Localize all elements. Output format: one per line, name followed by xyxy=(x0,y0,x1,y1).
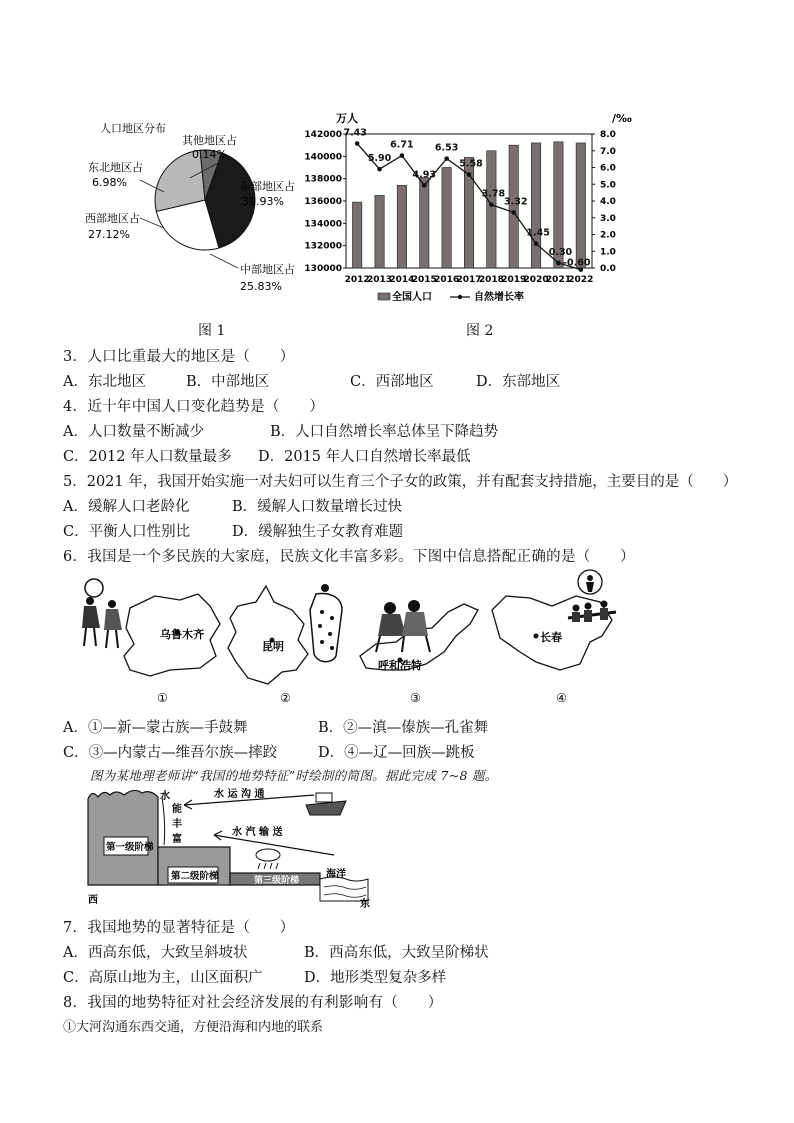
map-2-city: 昆明 xyxy=(262,640,284,653)
q3-option-a: A．东北地区 xyxy=(63,374,146,390)
q7-option-b: B．西高东低，大致呈阶梯状 xyxy=(304,945,489,961)
q4-stem: 4．近十年中国人口变化趋势是（ ） xyxy=(63,399,325,415)
x-tick-label: 2019 xyxy=(501,275,527,285)
y2-tick-label: 7.0 xyxy=(600,146,616,157)
map-4-number: ④ xyxy=(556,691,567,705)
rate-point xyxy=(400,153,405,158)
label-west-name: 西部地区占 xyxy=(85,212,140,225)
figure-1-pie-chart xyxy=(80,100,310,300)
q4-option-c: C．2012 年人口数量最多 xyxy=(63,449,232,465)
map-3-inner-mongolia xyxy=(360,600,478,705)
y-tick-label: 130000 xyxy=(304,264,342,274)
population-bar xyxy=(531,143,540,268)
label-west-value: 27.12% xyxy=(88,228,130,241)
rate-data-label: 6.53 xyxy=(434,142,459,154)
map-1-city: 乌鲁木齐 xyxy=(160,628,204,641)
water-transport-label: 水 运 沟 通 xyxy=(214,789,265,800)
rate-point xyxy=(489,202,494,207)
y-tick-label: 138000 xyxy=(304,174,342,185)
q7-option-c: C．高原山地为主，山区面积广 xyxy=(63,970,263,986)
x-tick-label: 2015 xyxy=(411,275,437,285)
q6-stem: 6．我国是一个多民族的大家庭，民族文化丰富多彩。下图中信息搭配正确的是（ ） xyxy=(63,549,635,565)
q4-option-d: D．2015 年人口自然增长率最低 xyxy=(258,449,471,465)
y-tick-label: 142000 xyxy=(304,130,342,140)
population-bar xyxy=(375,195,384,268)
q7-option-d: D．地形类型复杂多样 xyxy=(304,970,447,986)
pie-slices xyxy=(155,150,255,250)
rate-data-label: 6.71 xyxy=(390,139,414,151)
q5-option-c: C．平衡人口性别比 xyxy=(63,524,191,540)
rate-data-label: 5.90 xyxy=(367,153,392,165)
q5-option-b: B．缓解人口数量增长过快 xyxy=(232,499,403,515)
x-tick-label: 2020 xyxy=(523,275,549,285)
q3-option-c: C．西部地区 xyxy=(350,374,434,390)
label-central-value: 25.83% xyxy=(240,280,282,293)
legend-rate-label: 自然增长率 xyxy=(474,292,524,303)
figure-2-caption: 图 2 xyxy=(466,323,494,339)
label-ne-name: 东北地区占 xyxy=(88,161,143,174)
y-tick-label: 136000 xyxy=(304,197,342,207)
y2-tick-label: 6.0 xyxy=(600,163,616,174)
map-4-city: 长春 xyxy=(540,631,562,644)
y2-tick-label: 1.0 xyxy=(600,247,616,258)
map-4-jilin xyxy=(492,570,616,705)
figure-1-caption: 图 1 xyxy=(198,323,226,339)
y-tick-label: 132000 xyxy=(304,241,342,252)
rate-data-label: 3.78 xyxy=(481,188,506,200)
water-energy-2: 能 xyxy=(172,804,182,815)
y-tick-label: 134000 xyxy=(304,219,342,230)
rate-data-label: 1.45 xyxy=(526,227,550,239)
y-tick-label: 140000 xyxy=(304,152,342,163)
q8-statement-1: ①大河沟通东西交通，方便沿海和内地的联系 xyxy=(63,1020,324,1035)
q4-option-b: B．人口自然增长率总体呈下降趋势 xyxy=(270,424,499,440)
label-other-name: 其他地区占 xyxy=(182,134,237,147)
y2-tick-label: 2.0 xyxy=(600,230,616,241)
x-tick-label: 2017 xyxy=(456,275,482,285)
map-1-xinjiang xyxy=(82,579,220,705)
population-bar xyxy=(397,185,406,268)
x-tick-labels xyxy=(345,275,594,285)
legend-pop-label: 全国人口 xyxy=(392,292,432,303)
q6-option-c: C．③—内蒙古—维吾尔族—摔跤 xyxy=(63,745,278,761)
step-3-label: 第三级阶梯 xyxy=(254,876,300,886)
y2-tick-label: 4.0 xyxy=(600,197,616,207)
q5-option-a: A．缓解人口老龄化 xyxy=(63,499,190,515)
q6-option-d: D．④—辽—回族—跳板 xyxy=(318,745,475,761)
ethnic-maps-figure xyxy=(60,566,630,710)
label-east-name: 东部地区占 xyxy=(240,180,295,193)
q6-option-b: B．②—滇—傣族—孔雀舞 xyxy=(318,720,489,736)
x-tick-label: 2014 xyxy=(389,275,415,285)
q8-stem: 8．我国的地势特征对社会经济发展的有利影响有（ ） xyxy=(63,995,443,1011)
rate-point xyxy=(511,210,516,215)
rate-data-label: 5.58 xyxy=(459,158,483,170)
label-central-name: 中部地区占 xyxy=(240,263,295,276)
dancer-icon-1 xyxy=(82,579,122,648)
population-bar xyxy=(420,178,429,268)
q3-option-d: D．东部地区 xyxy=(476,374,561,390)
label-east-value: 39.93% xyxy=(242,195,284,208)
rain-cloud-icon xyxy=(256,849,280,869)
rate-data-label: -0.60 xyxy=(563,257,591,269)
step-1-label: 第一级阶梯 xyxy=(106,842,154,853)
q6-option-a: A．①—新—蒙古族—手鼓舞 xyxy=(63,720,248,736)
pie-title: 人口地区分布 xyxy=(100,122,166,135)
x-tick-label: 2012 xyxy=(344,275,370,285)
label-other-value: 0.14% xyxy=(192,148,227,161)
rate-point xyxy=(377,167,382,172)
y-right-unit: /‰ xyxy=(612,112,632,125)
rate-point xyxy=(355,141,360,146)
rate-data-label: 3.32 xyxy=(504,196,528,208)
q3-option-b: B．中部地区 xyxy=(186,374,270,390)
rate-point xyxy=(534,241,539,246)
map-3-city: 呼和浩特 xyxy=(378,659,422,672)
x-tick-label: 2021 xyxy=(545,275,571,285)
water-energy-3: 丰 xyxy=(172,819,182,830)
population-bar xyxy=(487,151,496,268)
population-bar xyxy=(352,202,361,268)
map-3-number: ③ xyxy=(410,691,421,705)
rate-data-label: 0.30 xyxy=(548,246,573,258)
west-label: 西 xyxy=(88,895,98,906)
population-bar xyxy=(442,168,451,269)
y2-tick-label: 3.0 xyxy=(600,213,616,224)
rate-point xyxy=(467,172,472,177)
y-left-unit: 万人 xyxy=(336,112,358,125)
q5-option-d: D．缓解独生子女教育难题 xyxy=(232,524,404,540)
rate-point xyxy=(556,261,561,266)
y2-tick-label: 8.0 xyxy=(600,130,616,140)
sea-label: 海洋 xyxy=(326,869,346,880)
x-tick-label: 2022 xyxy=(568,275,594,285)
vapor-label: 水 汽 输 送 xyxy=(232,827,283,838)
step-2-label: 第二级阶梯 xyxy=(171,871,219,882)
q4-option-a: A．人口数量不断减少 xyxy=(63,424,204,440)
x-tick-label: 2013 xyxy=(367,275,393,285)
ship-icon xyxy=(306,793,346,815)
y2-tick-label: 5.0 xyxy=(600,180,616,191)
water-energy-1: 水 xyxy=(160,791,170,802)
label-ne-value: 6.98% xyxy=(92,176,127,189)
rate-data-label: 4.93 xyxy=(412,169,436,181)
legend-pop-swatch xyxy=(378,293,390,300)
figure-2-combo-chart xyxy=(300,100,650,310)
intro-7-8: 图为某地理老师讲“我国的地势特征”时绘制的简图。据此完成 7~8 题。 xyxy=(90,768,498,783)
x-tick-label: 2018 xyxy=(478,275,504,285)
rate-point xyxy=(422,183,427,188)
population-bar xyxy=(576,143,585,268)
map-2-yunnan xyxy=(228,584,342,705)
peacock-dancer-icon xyxy=(310,584,342,662)
y2-tick-label: 0.0 xyxy=(600,264,616,274)
map-1-number: ① xyxy=(157,691,168,705)
terrain-steps-diagram xyxy=(84,785,384,910)
water-energy-4: 富 xyxy=(172,834,182,845)
rate-point xyxy=(444,156,449,161)
x-tick-label: 2016 xyxy=(434,275,460,285)
q7-option-a: A．西高东低，大致呈斜坡状 xyxy=(63,945,248,961)
q3-stem: 3．人口比重最大的地区是（ ） xyxy=(63,349,295,365)
q7-stem: 7．我国地势的显著特征是（ ） xyxy=(63,920,295,936)
east-label: 东 xyxy=(360,899,370,910)
rate-data-label: 7.43 xyxy=(343,127,367,139)
map-2-number: ② xyxy=(280,691,291,705)
q5-stem: 5．2021 年，我国开始实施一对夫妇可以生育三个子女的政策，并有配套支持措施，主要目的是（ ） xyxy=(63,474,738,490)
